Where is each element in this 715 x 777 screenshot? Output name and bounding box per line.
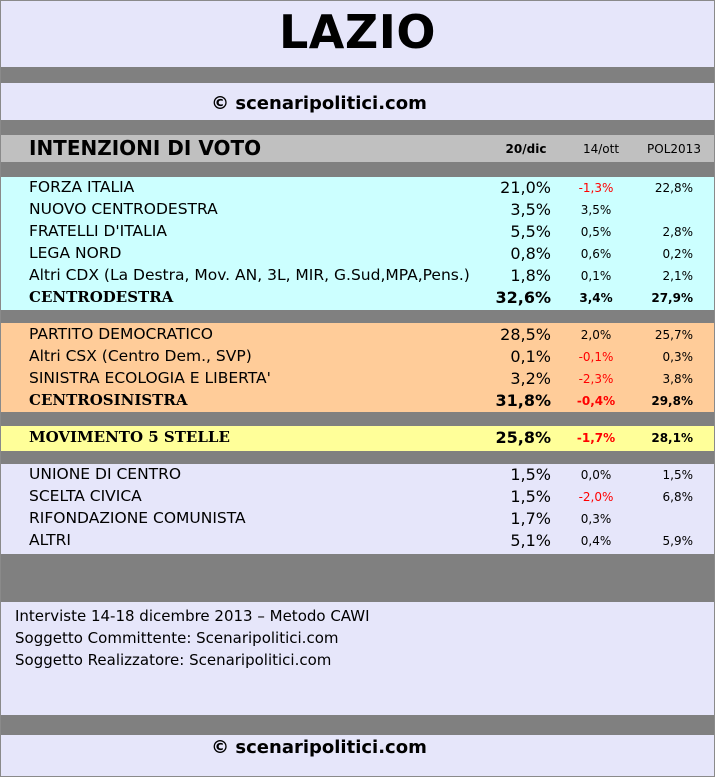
value-14ott: 3,5% — [580, 203, 612, 217]
group-total-label: MOVIMENTO 5 STELLE — [29, 428, 230, 446]
credit-top: © scenaripolitici.com — [211, 93, 427, 114]
value-20dic: 31,8% — [495, 391, 551, 410]
separator — [1, 120, 714, 135]
value-20dic: 1,5% — [510, 487, 551, 506]
value-20dic: 1,8% — [510, 266, 551, 285]
credit-bottom: © scenaripolitici.com — [211, 737, 427, 758]
party-label: PARTITO DEMOCRATICO — [29, 325, 213, 343]
value-20dic: 21,0% — [500, 178, 551, 197]
group-total-label: CENTROSINISTRA — [29, 391, 188, 409]
separator — [1, 554, 714, 602]
party-label: NUOVO CENTRODESTRA — [29, 200, 218, 218]
party-label: UNIONE DI CENTRO — [29, 465, 182, 483]
party-label: ALTRI — [29, 531, 71, 549]
value-20dic: 5,5% — [510, 222, 551, 241]
value-14ott: 0,5% — [580, 225, 612, 239]
value-20dic: 25,8% — [495, 428, 551, 447]
value-14ott: 0,6% — [580, 247, 612, 261]
value-pol2013: 3,8% — [662, 372, 693, 386]
value-20dic: 5,1% — [510, 531, 551, 550]
value-14ott: 0,1% — [580, 269, 612, 283]
table-header-label: INTENZIONI DI VOTO — [29, 136, 262, 160]
value-pol2013: 28,1% — [651, 431, 693, 445]
value-14ott: 2,0% — [580, 328, 612, 342]
value-20dic: 3,5% — [510, 200, 551, 219]
footer-method: Interviste 14-18 dicembre 2013 – Metodo CAWI — [15, 607, 370, 625]
value-14ott: 0,4% — [580, 534, 612, 548]
value-14ott: -2,0% — [578, 490, 614, 504]
value-pol2013: 1,5% — [662, 468, 693, 482]
footer-realizzatore: Soggetto Realizzatore: Scenaripolitici.com — [15, 651, 332, 669]
value-20dic: 3,2% — [510, 369, 551, 388]
separator — [1, 162, 714, 177]
column-header-20dic: 20/dic — [505, 142, 547, 156]
value-20dic: 28,5% — [500, 325, 551, 344]
column-header-pol2013: POL2013 — [647, 142, 701, 156]
value-20dic: 32,6% — [495, 288, 551, 307]
value-pol2013: 2,1% — [662, 269, 693, 283]
value-pol2013: 0,3% — [662, 350, 693, 364]
value-14ott: 0,0% — [580, 468, 612, 482]
party-label: LEGA NORD — [29, 244, 122, 262]
value-14ott: -0,1% — [578, 350, 614, 364]
value-pol2013: 22,8% — [654, 181, 693, 195]
value-20dic: 1,5% — [510, 465, 551, 484]
value-pol2013: 5,9% — [662, 534, 693, 548]
separator — [1, 310, 714, 323]
value-pol2013: 2,8% — [662, 225, 693, 239]
value-20dic: 1,7% — [510, 509, 551, 528]
value-14ott: -1,7% — [576, 431, 616, 445]
party-label: Altri CDX (La Destra, Mov. AN, 3L, MIR, G.Sud,MPA,Pens.) — [29, 266, 470, 284]
value-pol2013: 6,8% — [662, 490, 693, 504]
value-14ott: -0,4% — [576, 394, 616, 408]
separator — [1, 412, 714, 426]
value-14ott: 3,4% — [579, 291, 613, 305]
party-label: RIFONDAZIONE COMUNISTA — [29, 509, 246, 527]
separator — [1, 67, 714, 83]
party-label: SCELTA CIVICA — [29, 487, 142, 505]
party-label: SINISTRA ECOLOGIA E LIBERTA' — [29, 369, 271, 387]
separator — [1, 715, 714, 735]
value-20dic: 0,8% — [510, 244, 551, 263]
footer-committente: Soggetto Committente: Scenaripolitici.com — [15, 629, 339, 647]
value-14ott: -2,3% — [578, 372, 614, 386]
value-pol2013: 25,7% — [654, 328, 693, 342]
value-pol2013: 27,9% — [651, 291, 693, 305]
party-label: FORZA ITALIA — [29, 178, 135, 196]
value-pol2013: 29,8% — [651, 394, 693, 408]
party-label: FRATELLI D'ITALIA — [29, 222, 167, 240]
value-14ott: 0,3% — [580, 512, 612, 526]
separator — [1, 451, 714, 464]
column-header-14ott: 14/ott — [582, 142, 620, 156]
party-label: Altri CSX (Centro Dem., SVP) — [29, 347, 252, 365]
value-20dic: 0,1% — [510, 347, 551, 366]
page-title: LAZIO — [279, 5, 436, 59]
value-14ott: -1,3% — [578, 181, 614, 195]
group-total-label: CENTRODESTRA — [29, 288, 174, 306]
value-pol2013: 0,2% — [662, 247, 693, 261]
